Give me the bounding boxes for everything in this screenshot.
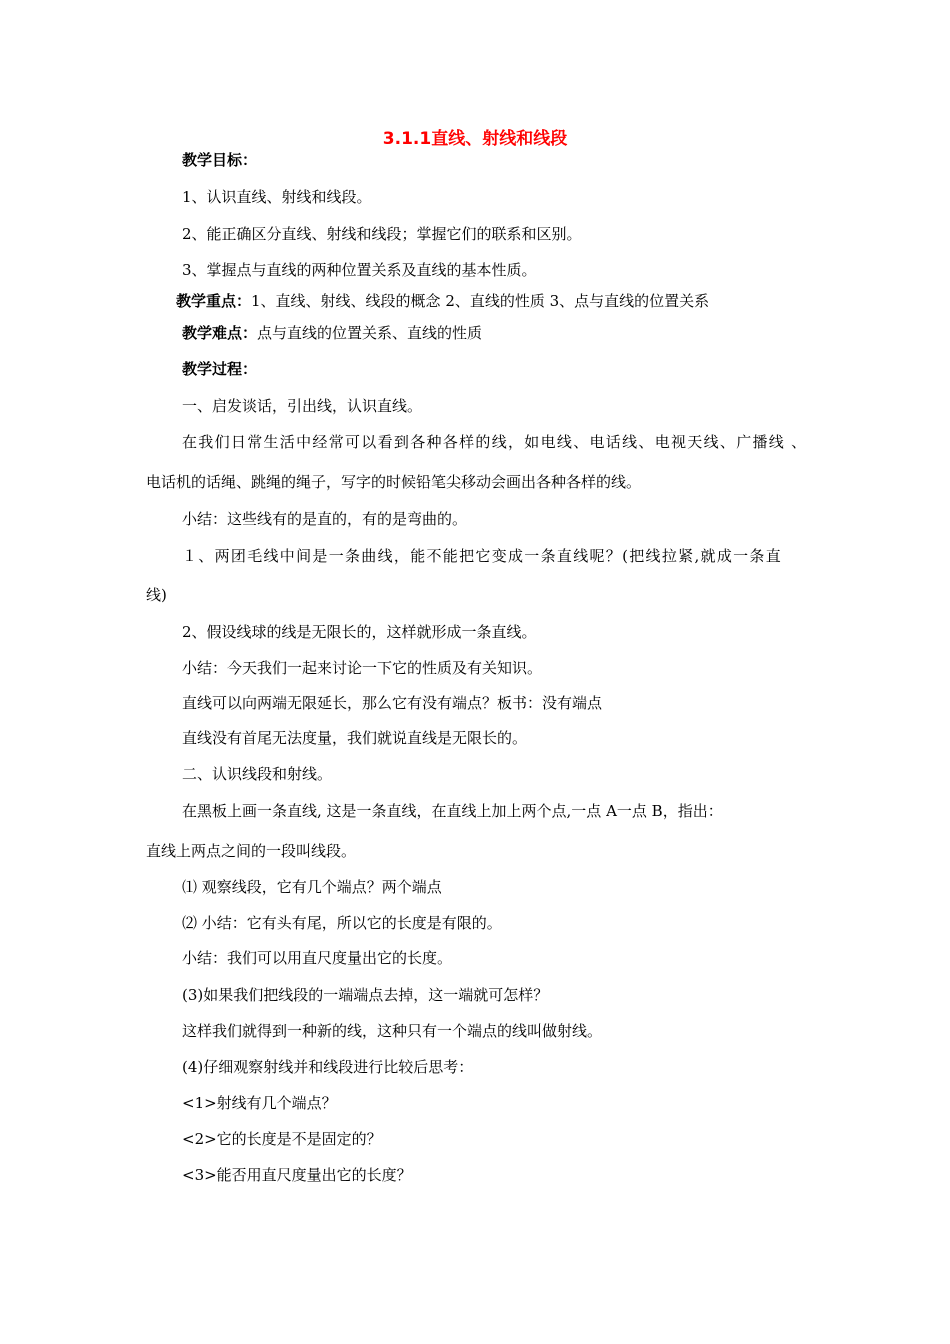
process-line: 小结：我们可以用直尺度量出它的长度。 [182, 949, 453, 967]
difficulties [182, 323, 482, 343]
difficulties-text: 点与直线的位置关系、直线的性质 [257, 324, 483, 342]
process-line: 这样我们就得到一种新的线，这种只有一个端点的线叫做射线。 [182, 1022, 603, 1040]
process-line: 一、启发谈话，引出线，认识直线。 [182, 397, 423, 415]
objective-item: 1、认识直线、射线和线段。 [182, 188, 372, 206]
process-line: ⑴ 观察线段，它有几个端点？两个端点 [182, 878, 442, 896]
process-line: (4)仔细观察射线并和线段进行比较后思考： [182, 1058, 474, 1076]
difficulties-label: 教学难点： [182, 324, 258, 342]
process-line: ⑵ 小结：它有头有尾，所以它的长度是有限的。 [182, 914, 502, 932]
process-line: 电话机的话绳、跳绳的绳子，写字的时候铅笔尖移动会画出各种各样的线。 [146, 473, 642, 491]
process-line: １、两团毛线中间是一条曲线，能不能把它变成一条直线呢？(把线拉紧,就成一条直 [182, 547, 783, 565]
process-line: <1>射线有几个端点？ [182, 1094, 337, 1112]
key-points [176, 291, 709, 311]
process-line: (3)如果我们把线段的一端端点去掉，这一端就可怎样？ [182, 986, 549, 1004]
process-line: 小结：这些线有的是直的，有的是弯曲的。 [182, 510, 468, 528]
objectives-heading: 教学目标： [182, 151, 258, 169]
process-line: 小结：今天我们一起来讨论一下它的性质及有关知识。 [182, 659, 543, 677]
process-line: 2、假设线球的线是无限长的，这样就形成一条直线。 [182, 623, 537, 641]
process-line: 直线上两点之间的一段叫线段。 [146, 842, 357, 860]
process-line: 在黑板上画一条直线, 这是一条直线，在直线上加上两个点,一点 A一点 B，指出： [182, 802, 723, 820]
page-title: 3.1.1直线、射线和线段 [382, 129, 568, 149]
process-line: 二、认识线段和射线。 [182, 765, 333, 783]
key-points-label: 教学重点： [176, 292, 252, 310]
key-points-text: 1、直线、射线、线段的概念 2、直线的性质 3、点与直线的位置关系 [251, 292, 710, 310]
process-line: <3>能否用直尺度量出它的长度？ [182, 1166, 412, 1184]
process-line: 直线可以向两端无限延长，那么它有没有端点？板书：没有端点 [182, 694, 603, 712]
process-line: 直线没有首尾无法度量，我们就说直线是无限长的。 [182, 729, 528, 747]
objective-item: 2、能正确区分直线、射线和线段；掌握它们的联系和区别。 [182, 225, 582, 243]
process-line: 线) [146, 586, 167, 604]
process-line: 在我们日常生活中经常可以看到各种各样的线，如电线、电话线、电视天线、广播线 、 [182, 433, 808, 451]
objective-item: 3、掌握点与直线的两种位置关系及直线的基本性质。 [182, 261, 537, 279]
process-line: <2>它的长度是不是固定的？ [182, 1130, 382, 1148]
process-heading: 教学过程： [182, 360, 258, 378]
